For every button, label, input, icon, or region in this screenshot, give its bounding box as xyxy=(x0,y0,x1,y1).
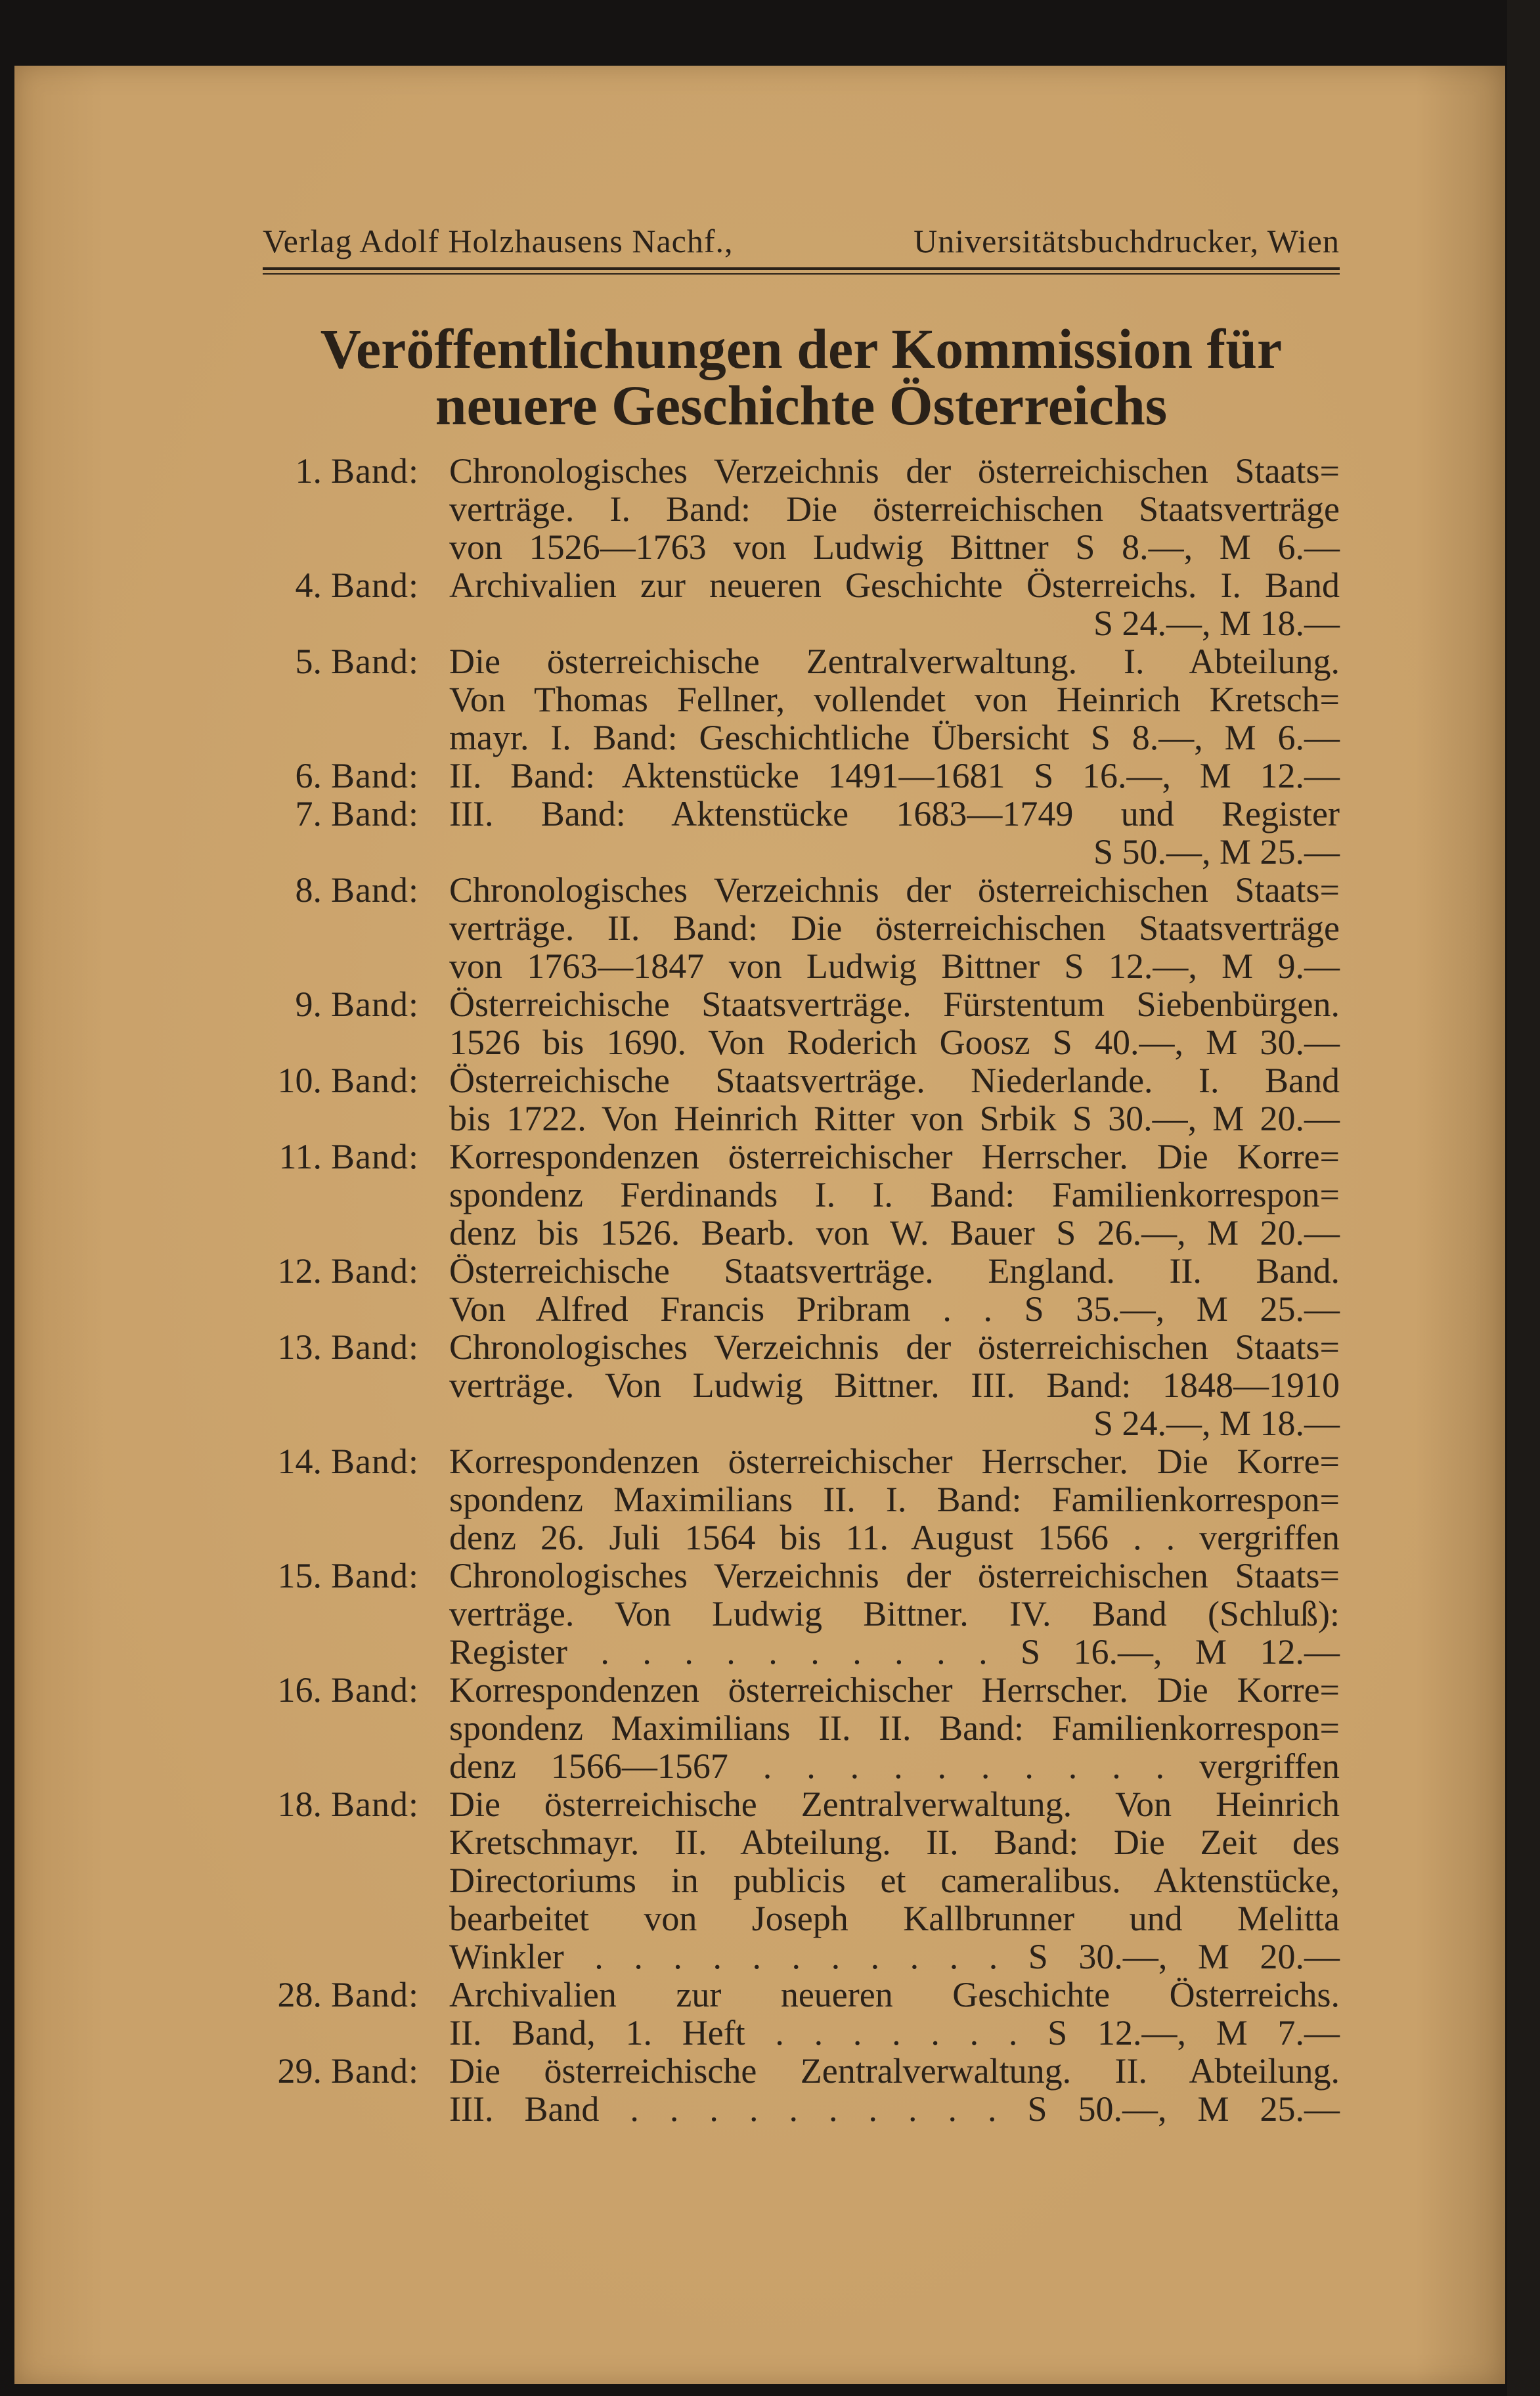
list-item xyxy=(263,1976,1340,2052)
entry-text xyxy=(449,1671,1340,1785)
entry-line: Directoriums in publicis et cameralibus. Aktenstücke, xyxy=(449,1861,1340,1900)
entry-text xyxy=(449,1328,1340,1442)
publisher-name: Verlag Adolf Holzhausens Nachf., xyxy=(263,223,734,259)
entry-line: S 24.—, M 18.— xyxy=(1093,1404,1340,1443)
volume-number: 13. xyxy=(277,1327,322,1367)
volume-number: 7. xyxy=(295,794,322,833)
volume-number: 1. xyxy=(295,451,322,491)
entry-text xyxy=(449,452,1340,566)
band-label: Band: xyxy=(331,1975,419,2014)
volume-number: 15. xyxy=(277,1556,322,1595)
entry-line: Register . . . . . . . . . . S 16.—, M 12.— xyxy=(449,1632,1340,1672)
entry-line: verträge. Von Ludwig Bittner. IV. Band (Schluß): xyxy=(449,1594,1340,1633)
list-item xyxy=(263,795,1340,871)
band-label: Band: xyxy=(331,1061,419,1100)
entry-line: bearbeitet von Joseph Kallbrunner und Melitta xyxy=(449,1899,1340,1938)
entry-line: II. Band, 1. Heft . . . . . . . S 12.—, M 7.— xyxy=(449,2013,1340,2052)
volume-number: 14. xyxy=(277,1442,322,1481)
publisher-header xyxy=(263,223,1340,259)
entry-line: Von Alfred Francis Pribram . . S 35.—, M 25.— xyxy=(449,1289,1340,1329)
entry-line: bis 1722. Von Heinrich Ritter von Srbik S 30.—, M 20.— xyxy=(449,1099,1340,1138)
band-label: Band: xyxy=(331,566,419,605)
entry-line: verträge. II. Band: Die österreichischen Staatsverträge xyxy=(449,908,1340,948)
list-item xyxy=(263,1671,1340,1785)
entry-text xyxy=(449,795,1340,871)
entry-line: mayr. I. Band: Geschichtliche Übersicht S 8.—, M 6.— xyxy=(449,718,1340,757)
volume-number: 9. xyxy=(295,985,322,1024)
volume-number: 28. xyxy=(277,1975,322,2014)
entry-line: spondenz Ferdinands I. I. Band: Familienkorrespon= xyxy=(449,1175,1340,1214)
entry-text xyxy=(449,1785,1340,1976)
entry-line: denz bis 1526. Bearb. von W. Bauer S 26.—, M 20.— xyxy=(449,1213,1340,1253)
volume-number: 16. xyxy=(277,1670,322,1710)
entry-line: denz 1566—1567 . . . . . . . . . . vergriffen xyxy=(449,1746,1340,1786)
band-label: Band: xyxy=(331,794,419,833)
entry-line: von 1526—1763 von Ludwig Bittner S 8.—, M 6.— xyxy=(449,527,1340,567)
entry-text xyxy=(449,985,1340,1061)
entry-text xyxy=(449,1976,1340,2052)
publication-list xyxy=(263,452,1340,2128)
list-item xyxy=(263,1328,1340,1442)
entry-line: Österreichische Staatsverträge. England. II. Band. xyxy=(449,1251,1340,1291)
entry-line: verträge. I. Band: Die österreichischen Staatsverträge xyxy=(449,489,1340,529)
title-line-1: Veröffentlichungen der Kommission für xyxy=(320,317,1283,380)
header-rule-thick xyxy=(263,267,1340,270)
entry-text xyxy=(449,871,1340,985)
band-label: Band: xyxy=(331,642,419,681)
entry-line: Chronologisches Verzeichnis der österreichischen Staats= xyxy=(449,451,1340,491)
entry-text xyxy=(449,642,1340,757)
entry-line: Korrespondenzen österreichischer Herrscher. Die Korre= xyxy=(449,1670,1340,1710)
volume-number: 10. xyxy=(277,1061,322,1100)
entry-line: II. Band: Aktenstücke 1491—1681 S 16.—, M 12.— xyxy=(449,756,1340,795)
entry-line: denz 26. Juli 1564 bis 11. August 1566 . . vergriffen xyxy=(449,1518,1340,1557)
list-item xyxy=(263,1138,1340,1252)
page-title xyxy=(263,317,1340,437)
list-item xyxy=(263,757,1340,795)
entry-line: 1526 bis 1690. Von Roderich Goosz S 40.—, M 30.— xyxy=(449,1023,1340,1062)
entry-line: spondenz Maximilians II. I. Band: Familienkorrespon= xyxy=(449,1480,1340,1519)
entry-line: verträge. Von Ludwig Bittner. III. Band: 1848—1910 xyxy=(449,1365,1340,1405)
volume-number: 11. xyxy=(278,1137,322,1176)
entry-line: Archivalien zur neueren Geschichte Österreichs. xyxy=(449,1975,1340,2014)
list-item xyxy=(263,452,1340,566)
entry-text xyxy=(449,757,1340,795)
entry-line: Die österreichische Zentralverwaltung. I. Abteilung. xyxy=(449,642,1340,681)
volume-number: 29. xyxy=(277,2051,322,2091)
entry-line: Österreichische Staatsverträge. Niederlande. I. Band xyxy=(449,1061,1340,1100)
band-label: Band: xyxy=(331,1137,419,1176)
entry-line: S 24.—, M 18.— xyxy=(1093,604,1340,643)
list-item xyxy=(263,1785,1340,1976)
list-item xyxy=(263,1442,1340,1557)
entry-text xyxy=(449,1442,1340,1557)
entry-line: Korrespondenzen österreichischer Herrscher. Die Korre= xyxy=(449,1137,1340,1176)
title-line-2: neuere Geschichte Österreichs xyxy=(435,374,1168,437)
entry-text xyxy=(449,1138,1340,1252)
entry-line: spondenz Maximilians II. II. Band: Familienkorrespon= xyxy=(449,1708,1340,1748)
page-edge-shadow xyxy=(1507,0,1540,2396)
list-item xyxy=(263,1557,1340,1671)
band-label: Band: xyxy=(331,1670,419,1710)
entry-text xyxy=(449,1061,1340,1138)
entry-line: Die österreichische Zentralverwaltung. Von Heinrich xyxy=(449,1785,1340,1824)
list-item xyxy=(263,1061,1340,1138)
band-label: Band: xyxy=(331,451,419,491)
entry-line: Archivalien zur neueren Geschichte Österreichs. I. Band xyxy=(449,566,1340,605)
list-item xyxy=(263,642,1340,757)
band-label: Band: xyxy=(331,1251,419,1291)
entry-line: Chronologisches Verzeichnis der österreichischen Staats= xyxy=(449,1327,1340,1367)
entry-text xyxy=(449,566,1340,642)
band-label: Band: xyxy=(331,1327,419,1367)
volume-number: 6. xyxy=(295,756,322,795)
entry-text xyxy=(449,1557,1340,1671)
entry-line: von 1763—1847 von Ludwig Bittner S 12.—, M 9.— xyxy=(449,946,1340,986)
band-label: Band: xyxy=(331,870,419,910)
list-item xyxy=(263,566,1340,642)
entry-line: Chronologisches Verzeichnis der österreichischen Staats= xyxy=(449,1556,1340,1595)
volume-number: 12. xyxy=(277,1251,322,1291)
volume-number: 5. xyxy=(295,642,322,681)
band-label: Band: xyxy=(331,1442,419,1481)
entry-line: S 50.—, M 25.— xyxy=(1093,832,1340,872)
band-label: Band: xyxy=(331,2051,419,2091)
entry-text xyxy=(449,2052,1340,2128)
volume-number: 18. xyxy=(277,1785,322,1824)
document-content xyxy=(263,223,1340,2128)
entry-line: Österreichische Staatsverträge. Fürstentum Siebenbürgen. xyxy=(449,985,1340,1024)
entry-line: Kretschmayr. II. Abteilung. II. Band: Die Zeit des xyxy=(449,1823,1340,1862)
list-item xyxy=(263,871,1340,985)
entry-text xyxy=(449,1252,1340,1328)
list-item xyxy=(263,1252,1340,1328)
entry-line: III. Band . . . . . . . . . . S 50.—, M 25.— xyxy=(449,2089,1340,2129)
entry-line: Von Thomas Fellner, vollendet von Heinrich Kretsch= xyxy=(449,680,1340,719)
header-rule-thin xyxy=(263,273,1340,275)
band-label: Band: xyxy=(331,756,419,795)
entry-line: Chronologisches Verzeichnis der österreichischen Staats= xyxy=(449,870,1340,910)
list-item xyxy=(263,2052,1340,2128)
publisher-role: Universitätsbuchdrucker, Wien xyxy=(913,223,1340,259)
volume-number: 4. xyxy=(295,566,322,605)
band-label: Band: xyxy=(331,1556,419,1595)
list-item xyxy=(263,985,1340,1061)
band-label: Band: xyxy=(331,1785,419,1824)
entry-line: III. Band: Aktenstücke 1683—1749 und Register xyxy=(449,794,1340,833)
volume-number: 8. xyxy=(295,870,322,910)
band-label: Band: xyxy=(331,985,419,1024)
entry-line: Die österreichische Zentralverwaltung. II. Abteilung. xyxy=(449,2051,1340,2091)
entry-line: Korrespondenzen österreichischer Herrscher. Die Korre= xyxy=(449,1442,1340,1481)
entry-line: Winkler . . . . . . . . . . . S 30.—, M 20.— xyxy=(449,1937,1340,1976)
